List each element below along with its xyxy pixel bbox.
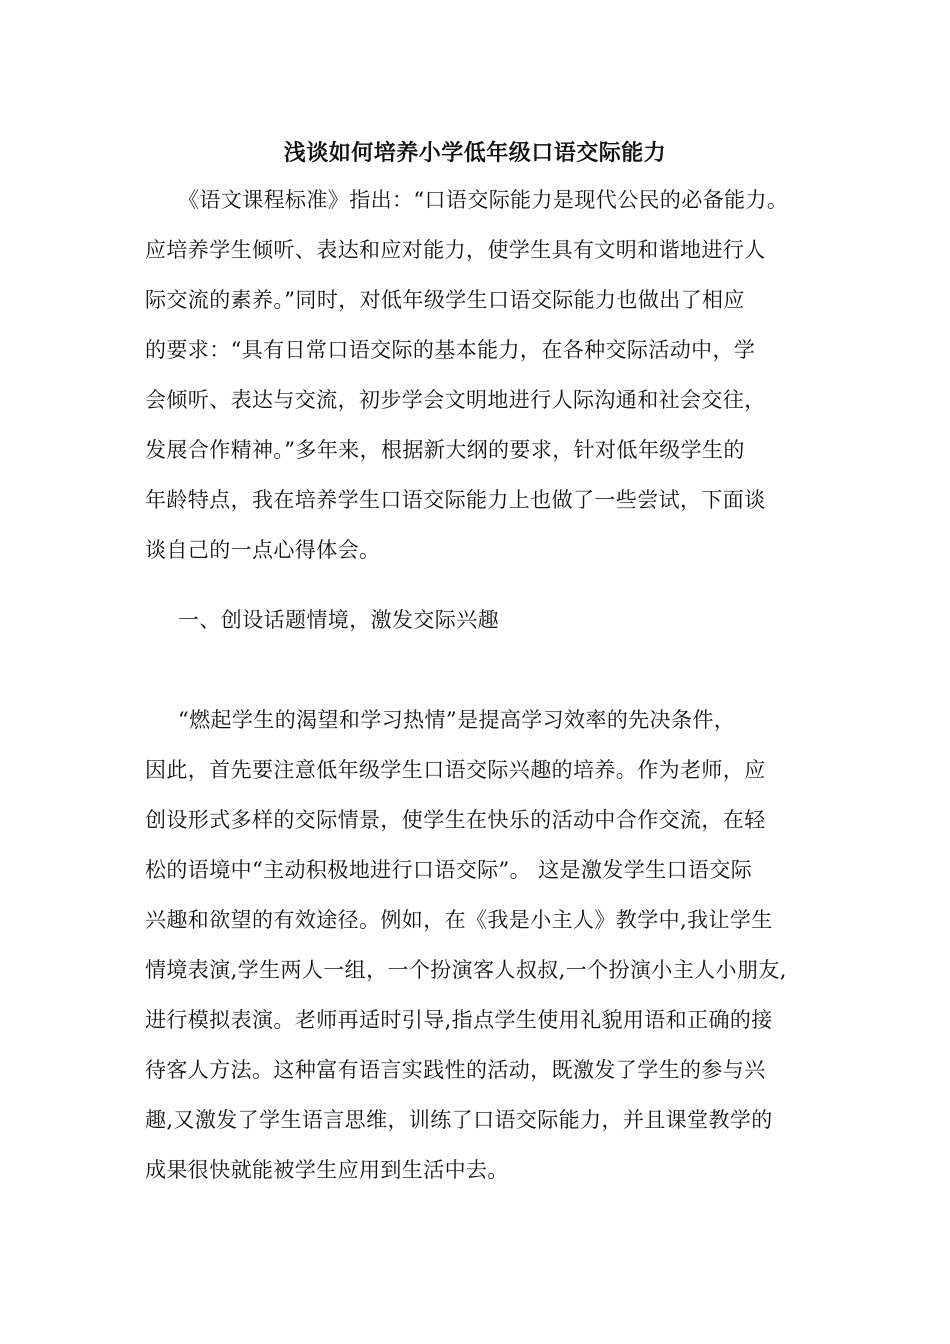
paragraph-line: 年龄特点，我在培养学生口语交际能力上也做了一些尝试，下面谈 (145, 488, 766, 512)
paragraph-line: 谈自己的一点心得体会。 (145, 538, 381, 562)
paragraph-line: 《语文课程标准》指出：“口语交际能力是现代公民的必备能力。 (178, 188, 789, 212)
paragraph-line: 趣,又激发了学生语言思维，训练了口语交际能力，并且课堂教学的 (145, 1108, 773, 1132)
paragraph-line: 应培养学生倾听、表达和应对能力，使学生具有文明和谐地进行人 (145, 238, 766, 262)
paragraph-line: 因此，首先要注意低年级学生口语交际兴趣的培养。作为老师，应 (145, 758, 766, 782)
paragraph-line: “燃起学生的渴望和学习热情”是提高学习效率的先决条件， (178, 708, 736, 732)
paragraph-line: 进行模拟表演。老师再适时引导,指点学生使用礼貌用语和正确的接 (145, 1008, 773, 1032)
paragraph-line: 发展合作精神。”多年来，根据新大纲的要求，针对低年级学生的 (145, 438, 745, 462)
paragraph-line: 成果很快就能被学生应用到生活中去。 (145, 1158, 509, 1182)
paragraph-line: 待客人方法。这种富有语言实践性的活动，既激发了学生的参与兴 (145, 1058, 766, 1082)
paragraph-line: 创设形式多样的交际情景，使学生在快乐的活动中合作交流，在轻 (145, 808, 766, 832)
section-heading: 一、创设话题情境，激发交际兴趣 (178, 608, 499, 632)
paragraph-line: 情境表演,学生两人一组，一个扮演客人叔叔,一个扮演小主人小朋友, (145, 958, 787, 982)
paragraph-line: 的要求：“具有日常口语交际的基本能力，在各种交际活动中，学 (145, 338, 756, 362)
paragraph-line: 际交流的素养。”同时，对低年级学生口语交际能力也做出了相应 (145, 288, 745, 312)
paragraph-line: 松的语境中“主动积极地进行口语交际”。 这是激发学生口语交际 (145, 858, 753, 882)
paragraph-line: 兴趣和欲望的有效途径。例如，在《我是小主人》教学中,我让学生 (145, 908, 773, 932)
document-title: 浅谈如何培养小学低年级口语交际能力 (283, 140, 667, 166)
paragraph-line: 会倾听、表达与交流，初步学会文明地进行人际沟通和社会交往， (145, 388, 766, 412)
